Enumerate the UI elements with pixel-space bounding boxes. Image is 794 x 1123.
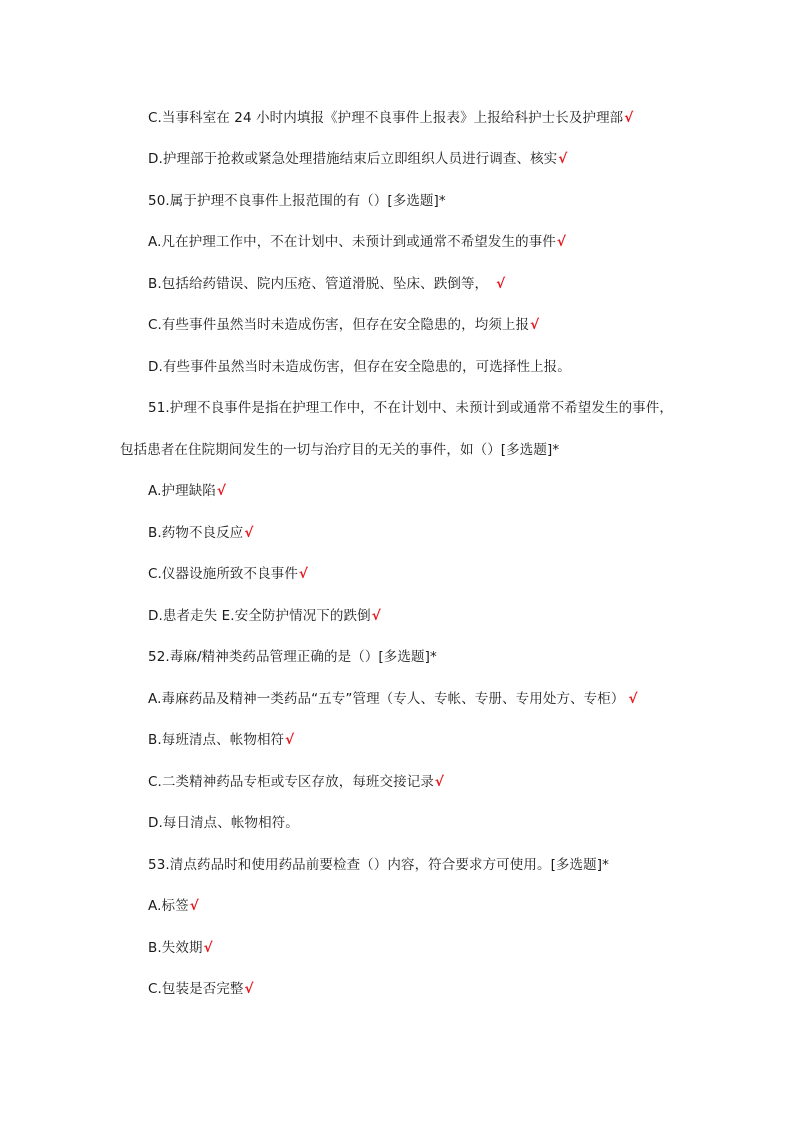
option-line: C.当事科室在 24 小时内填报《护理不良事件上报表》上报给科护士长及护理部√ bbox=[148, 110, 634, 126]
option-line: C.包装是否完整√ bbox=[148, 981, 254, 997]
option-line: D.护理部于抢救或紧急处理措施结束后立即组织人员进行调查、核实√ bbox=[148, 151, 568, 167]
question-line-continued: 包括患者在住院期间发生的一切与治疗目的无关的事件，如（）[多选题]* bbox=[120, 442, 560, 458]
option-line: B.每班清点、帐物相符√ bbox=[148, 732, 295, 748]
option-line: B.包括给药错误、院内压疮、管道滑脱、坠床、跌倒等， √ bbox=[148, 276, 506, 292]
check-mark: √ bbox=[244, 981, 254, 997]
check-mark: √ bbox=[298, 566, 309, 582]
option-line: C.有些事件虽然当时未造成伤害，但存在安全隐患的，均须上报√ bbox=[148, 317, 540, 333]
check-mark: √ bbox=[189, 898, 199, 914]
question-line: 53.清点药品时和使用药品前要检查（）内容，符合要求方可使用。[多选题]* bbox=[148, 857, 609, 873]
option-line: C.仪器设施所致不良事件√ bbox=[148, 566, 309, 582]
option-line: A.标签√ bbox=[148, 898, 199, 914]
question-line: 51.护理不良事件是指在护理工作中，不在计划中、未预计到或通常不希望发生的事件， bbox=[148, 400, 673, 416]
check-mark: √ bbox=[496, 276, 506, 292]
check-mark: √ bbox=[216, 483, 226, 499]
question-line: 50.属于护理不良事件上报范围的有（）[多选题]* bbox=[148, 193, 446, 209]
check-mark: √ bbox=[434, 774, 445, 790]
option-line: A.护理缺陷√ bbox=[148, 483, 226, 499]
check-mark: √ bbox=[371, 608, 381, 624]
option-line: C.二类精神药品专柜或专区存放，每班交接记录√ bbox=[148, 774, 445, 790]
option-line: D.每日清点、帐物相符。 bbox=[148, 815, 299, 831]
check-mark: √ bbox=[558, 151, 568, 167]
check-mark: √ bbox=[624, 110, 634, 126]
option-line: A.毒麻药品及精神一类药品“五专”管理（专人、专帐、专册、专用处方、专柜） √ bbox=[148, 691, 638, 707]
option-line: B.失效期√ bbox=[148, 940, 213, 956]
check-mark: √ bbox=[556, 234, 566, 250]
question-line: 52.毒麻/精神类药品管理正确的是（）[多选题]* bbox=[148, 649, 437, 665]
option-line: D.患者走失 E.安全防护情况下的跌倒√ bbox=[148, 608, 381, 624]
check-mark: √ bbox=[203, 940, 213, 956]
option-line: B.药物不良反应√ bbox=[148, 525, 254, 541]
check-mark: √ bbox=[285, 732, 295, 748]
check-mark: √ bbox=[244, 525, 254, 541]
check-mark: √ bbox=[628, 691, 638, 707]
option-line: A.凡在护理工作中，不在计划中、未预计到或通常不希望发生的事件√ bbox=[148, 234, 566, 250]
check-mark: √ bbox=[530, 317, 540, 333]
option-line: D.有些事件虽然当时未造成伤害，但存在安全隐患的，可选择性上报。 bbox=[148, 359, 571, 375]
